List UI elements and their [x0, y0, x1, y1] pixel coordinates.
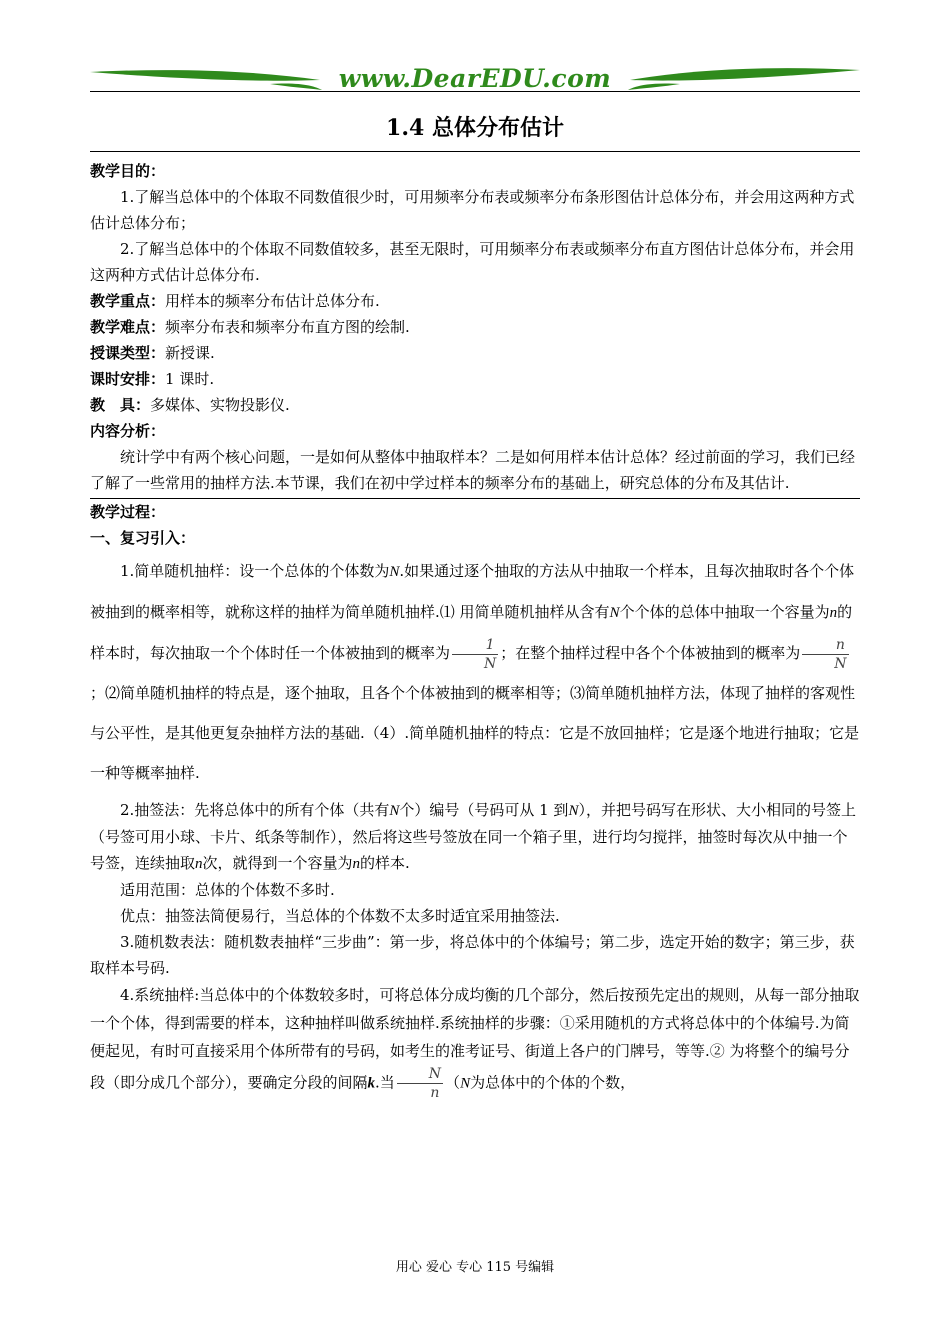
fraction-1-over-N: $\frac{1}{N}$ [452, 636, 498, 673]
meta-row-class-type: 授课类型：新授课. [90, 344, 215, 362]
document-body [90, 158, 860, 1102]
fraction-N-over-n: $\frac{N}{n}$ [397, 1065, 443, 1102]
objective-item: 2.了解当总体中的个体取不同数值较多，甚至无限时，可用频率分布表或频率分布直方图估计总体分布，并会用这两种方式估计总体分布. [90, 240, 855, 284]
objectives-heading: 教学目的： [90, 162, 166, 180]
left-swoosh-tail [270, 83, 322, 90]
analysis-heading: 内容分析： [90, 422, 166, 440]
title-divider [90, 151, 860, 152]
systematic-sampling-paragraph: 4.系统抽样:当总体中的个体数较多时，可将总体分成均衡的几个部分，然后按预先定出的规则，从每一部分抽取一个个体，得到需要的样本，这种抽样叫做系统抽样.系统抽样的步骤：①采用随机的方式将总体中的个体编号.为简便起见，有时可直接采用个体所带有的号码，如考生的准考证号、街道上各户的门牌号，等等.② 为将整个的编号分段（即分成几个部分），要确定分段的间隔k.当 $\frac{N}{n}$ （N为总体中的个体的个数， [90, 986, 860, 1101]
meta-row-key-point: 教学重点：用样本的频率分布估计总体分布. [90, 292, 380, 310]
simple-random-sampling-paragraph: 1.简单随机抽样：设一个总体的个体数为N.如果通过逐个抽取的方法从中抽取一个样本，且每次抽取时各个个体被抽到的概率相等，就称这样的抽样为简单随机抽样.⑴ 用简单随机抽样从含有N个个体的总体中抽取一个容量为n的样本时，每次抽取一个个体时任一个体被抽到的概率为 $\frac{1}{N}$ ；在整个抽样过程中各个个体被抽到的概率为 $\frac{n}{N}$ ；⑵简单随机抽样的特点是，逐个抽取，且各个个体被抽到的概率相等；⑶简单随机抽样方法，体现了抽样的客观性与公平性，是其他更复杂抽样方法的基础.（4）.简单随机抽样的特点：它是不放回抽样；它是逐个地进行抽取；它是一种等概率抽样. [90, 562, 860, 782]
random-number-table-paragraph: 3.随机数表法：随机数表抽样“三步曲”：第一步，将总体中的个体编号；第二步，选定开始的数字；第三步，获取样本号码. [90, 933, 855, 977]
header-divider [90, 91, 860, 92]
site-logo: www.DearEDU.com [338, 64, 612, 93]
meta-row-schedule: 课时安排：1 课时. [90, 370, 215, 388]
scope-paragraph: 适用范围：总体的个体数不多时. [120, 881, 335, 899]
advantage-paragraph: 优点：抽签法简便易行，当总体的个体数不太多时适宜采用抽签法. [120, 907, 560, 925]
left-swoosh [90, 70, 320, 81]
meta-row-tools: 教 具：多媒体、实物投影仪. [90, 396, 290, 414]
lottery-method-paragraph: 2.抽签法：先将总体中的所有个体（共有N个）编号（号码可从 1 到N），并把号码写在形状、大小相同的号签上（号签可用小球、卡片、纸条等制作），然后将这些号签放在同一个箱子里，进行均匀搅拌，抽签时每次从中抽一个号签，连续抽取n次，就得到一个容量为n的样本. [90, 801, 856, 872]
analysis-text: 统计学中有两个核心问题，一是如何从整体中抽取样本？二是如何用样本估计总体？经过前面的学习，我们已经了解了一些常用的抽样方法.本节课，我们在初中学过样本的频率分布的基础上，研究总体的分布及其估计. [90, 444, 860, 499]
section-review-heading: 一、复习引入： [90, 529, 196, 547]
fraction-n-over-N: $\frac{n}{N}$ [802, 636, 848, 673]
meta-row-difficulty: 教学难点：频率分布表和频率分布直方图的绘制. [90, 318, 410, 336]
page-footer: 用心 爱心 专心 115 号编辑 [395, 1260, 555, 1275]
right-swoosh [630, 68, 860, 80]
objective-item: 1.了解当总体中的个体取不同数值很少时，可用频率分布表或频率分布条形图估计总体分布，并会用这两种方式估计总体分布； [90, 188, 855, 232]
right-swoosh-tail [628, 83, 680, 90]
process-heading: 教学过程： [90, 503, 166, 521]
page-title: 1.4 总体分布估计 [386, 115, 564, 141]
